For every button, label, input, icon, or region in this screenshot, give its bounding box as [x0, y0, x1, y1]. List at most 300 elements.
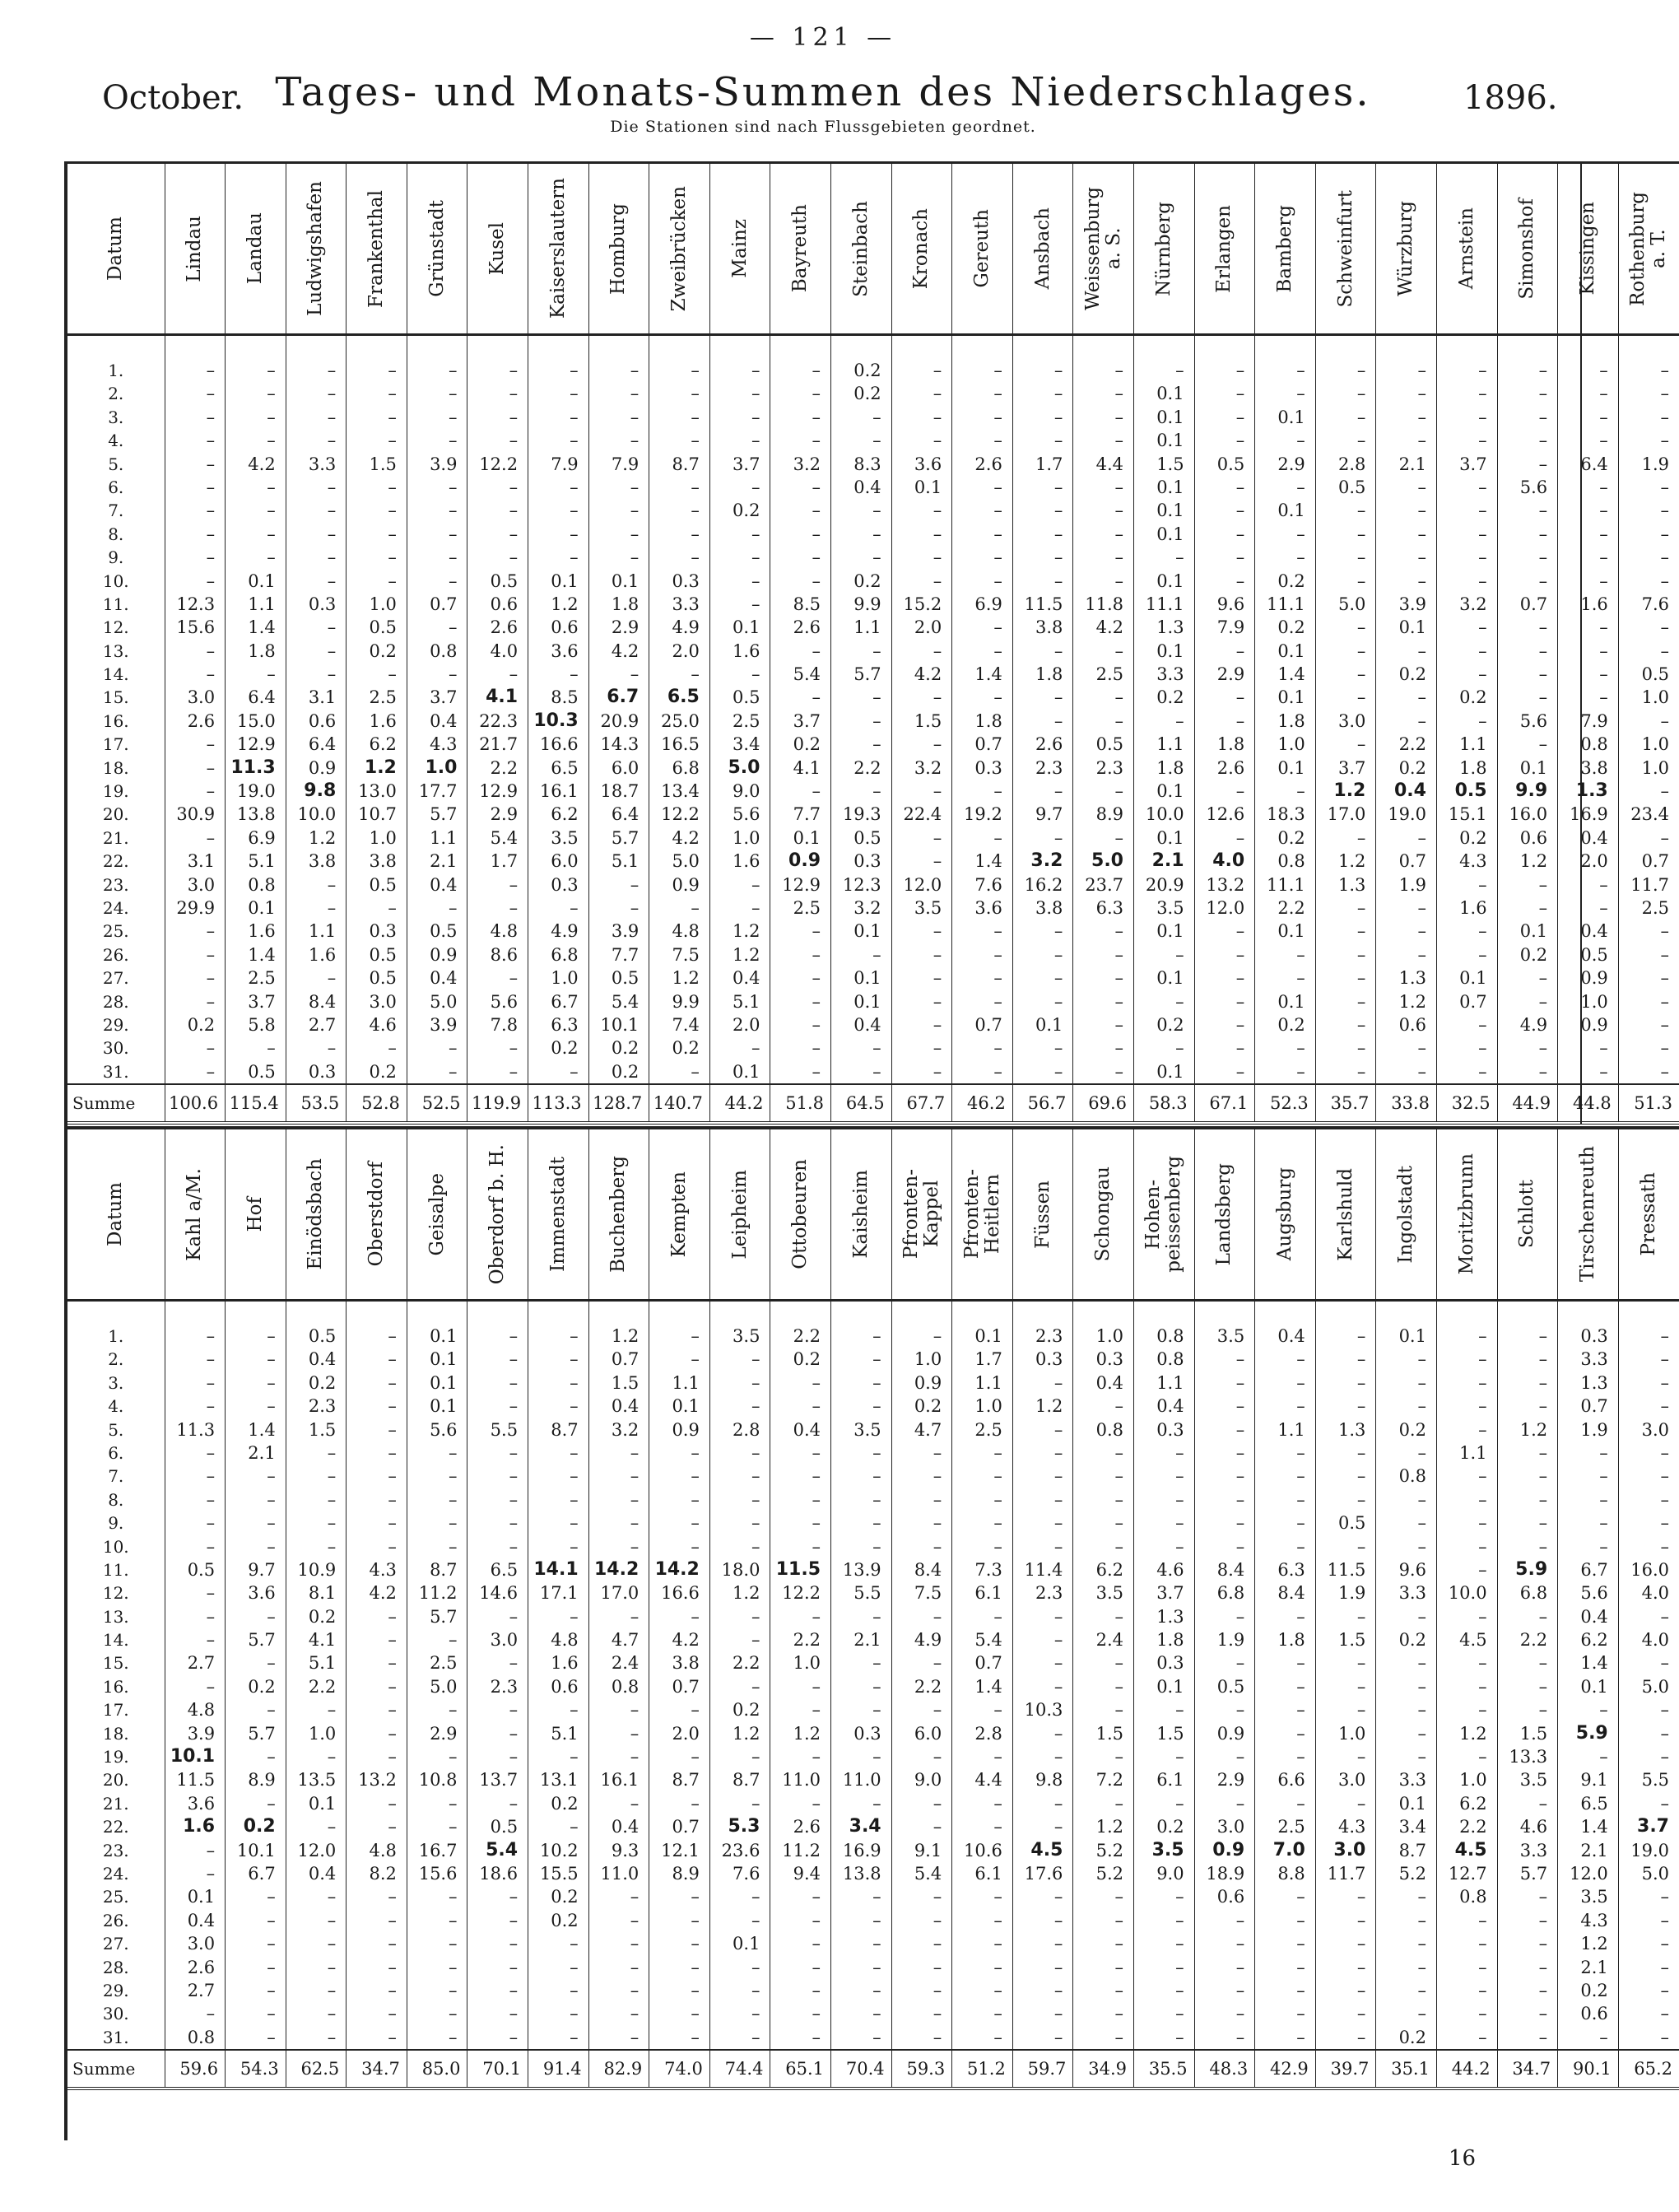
precipitation-value: –	[1114, 1606, 1123, 1627]
precipitation-value: –	[1660, 1466, 1669, 1487]
precipitation-value: –	[1356, 1676, 1366, 1697]
precipitation-value: 2.5	[430, 1653, 458, 1674]
precipitation-table-top	[67, 161, 1679, 1125]
precipitation-value: –	[388, 477, 397, 497]
precipitation-value: –	[267, 1489, 276, 1510]
precipitation-value: 9.8	[304, 780, 337, 802]
station-name: Kronach	[910, 207, 933, 290]
monthly-sum: 115.4	[226, 1084, 286, 1123]
precipitation-value: –	[1356, 1957, 1366, 1977]
precipitation-value: –	[872, 1038, 881, 1059]
precipitation-value: –	[1660, 968, 1669, 989]
precipitation-value: –	[1478, 1934, 1487, 1954]
top-station-column	[407, 335, 467, 1085]
precipitation-value: 2.3	[1035, 757, 1063, 778]
precipitation-value: 1.9	[1580, 1419, 1608, 1440]
precipitation-value: 1.4	[1277, 664, 1305, 685]
station-name: Augsburg	[1273, 1167, 1295, 1261]
precipitation-value: –	[1478, 1396, 1487, 1417]
precipitation-value: –	[206, 2004, 216, 2024]
precipitation-value: 1.8	[248, 640, 276, 661]
precipitation-value: 3.6	[551, 640, 579, 661]
precipitation-value: 0.1	[248, 897, 276, 918]
precipitation-value: 3.8	[1580, 757, 1608, 778]
station-name: Tirschenreuth	[1576, 1146, 1598, 1283]
precipitation-value: –	[1538, 1466, 1548, 1487]
precipitation-value: 11.3	[230, 757, 276, 778]
bottom-station-column	[1497, 1301, 1558, 2051]
precipitation-value: –	[448, 1980, 458, 2000]
precipitation-value: 10.1	[170, 1746, 216, 1767]
precipitation-value: 19.0	[1630, 1840, 1669, 1860]
precipitation-value: 1.8	[1216, 734, 1245, 755]
precipitation-value: –	[812, 1793, 821, 1814]
precipitation-value: 11.8	[1085, 594, 1123, 614]
precipitation-value: 13.7	[479, 1770, 519, 1791]
station-name: Simonshof	[1516, 198, 1538, 300]
precipitation-value: 1.1	[430, 827, 458, 848]
precipitation-value: –	[1417, 944, 1426, 965]
precipitation-value: –	[933, 640, 942, 661]
precipitation-value: –	[1114, 384, 1123, 404]
datum-label: Datum	[105, 216, 127, 282]
precipitation-value: –	[388, 501, 397, 521]
precipitation-value: –	[933, 968, 942, 989]
precipitation-value: 5.7	[853, 664, 881, 685]
precipitation-value: 2.7	[187, 1980, 216, 2000]
precipitation-value: 8.4	[914, 1559, 942, 1580]
precipitation-value: –	[872, 734, 881, 755]
precipitation-value: –	[812, 781, 821, 802]
station-name: Arnstein	[1455, 207, 1477, 290]
top-station-header	[1315, 163, 1376, 335]
precipitation-value: 12.9	[236, 734, 276, 755]
precipitation-value: –	[691, 407, 700, 427]
day-label: 5.	[108, 454, 124, 474]
precipitation-value: 6.7	[607, 687, 640, 708]
precipitation-value: 2.2	[793, 1326, 821, 1346]
precipitation-value: 2.6	[1216, 757, 1245, 778]
precipitation-value: –	[327, 1466, 337, 1487]
page-title: Tages- und Monats-Summen des Niederschlages.	[275, 69, 1371, 115]
bottom-station-header	[1436, 1128, 1497, 1301]
precipitation-value: 1.9	[1216, 1630, 1245, 1651]
precipitation-value: –	[1417, 570, 1426, 591]
precipitation-value: 1.8	[611, 594, 640, 614]
precipitation-value: –	[1660, 827, 1669, 848]
precipitation-value: –	[1053, 1606, 1063, 1627]
precipitation-value: 3.6	[248, 1583, 276, 1604]
precipitation-value: –	[1053, 1513, 1063, 1534]
precipitation-value: –	[630, 1489, 640, 1510]
precipitation-value: –	[872, 1372, 881, 1393]
precipitation-value: 6.4	[1580, 454, 1608, 474]
precipitation-value: –	[751, 1793, 760, 1814]
precipitation-value: –	[1478, 2004, 1487, 2024]
precipitation-value: 6.9	[974, 594, 1002, 614]
precipitation-value: 0.1	[1277, 687, 1305, 708]
day-label: 25.	[102, 921, 129, 942]
precipitation-value: –	[509, 1466, 519, 1487]
precipitation-value: –	[872, 1326, 881, 1346]
precipitation-value: –	[1660, 921, 1669, 942]
precipitation-value: 0.1	[308, 1793, 337, 1814]
precipitation-value: –	[993, 501, 1002, 521]
precipitation-value: 11.1	[1267, 594, 1305, 614]
precipitation-value: 0.2	[1277, 1014, 1305, 1035]
precipitation-value: 0.2	[1398, 757, 1426, 778]
precipitation-value: –	[812, 361, 821, 380]
station-name: Landau	[244, 212, 266, 285]
precipitation-value: 4.8	[551, 1630, 579, 1651]
top-station-column	[1315, 335, 1376, 1085]
precipitation-value: 3.7	[1156, 1583, 1184, 1604]
precipitation-value: –	[1114, 687, 1123, 708]
precipitation-value: 2.2	[914, 1676, 942, 1697]
precipitation-value: –	[1356, 921, 1366, 942]
precipitation-value: –	[993, 921, 1002, 942]
top-station-header	[165, 163, 226, 335]
precipitation-value: –	[509, 1489, 519, 1510]
precipitation-value: –	[812, 1536, 821, 1557]
precipitation-value: 1.2	[1519, 1419, 1548, 1440]
precipitation-value: –	[509, 2004, 519, 2024]
precipitation-value: 11.4	[1024, 1559, 1063, 1580]
precipitation-value: 1.0	[1459, 1770, 1487, 1791]
day-label: 17.	[102, 1700, 129, 1721]
precipitation-value: 3.6	[187, 1793, 216, 1814]
precipitation-value: –	[812, 1396, 821, 1417]
precipitation-value: 5.6	[430, 1419, 458, 1440]
precipitation-value: –	[1599, 1038, 1608, 1059]
precipitation-value: –	[1235, 384, 1245, 404]
precipitation-value: 12.2	[661, 804, 700, 825]
precipitation-value: –	[509, 1957, 519, 1977]
precipitation-value: 3.3	[1398, 1770, 1426, 1791]
precipitation-value: –	[327, 1536, 337, 1557]
precipitation-value: –	[872, 1700, 881, 1721]
precipitation-value: –	[1538, 687, 1548, 708]
precipitation-value: –	[933, 734, 942, 755]
precipitation-value: 2.1	[1151, 850, 1184, 872]
station-name: Hof	[244, 1196, 266, 1232]
precipitation-value: –	[570, 2004, 579, 2024]
precipitation-value: –	[1599, 1489, 1608, 1510]
precipitation-value: –	[1417, 547, 1426, 568]
precipitation-value: –	[267, 1934, 276, 1954]
precipitation-value: –	[448, 1793, 458, 1814]
precipitation-value: –	[388, 1466, 397, 1487]
day-label: 13.	[102, 640, 129, 661]
precipitation-value: 13.2	[1206, 874, 1245, 895]
precipitation-value: –	[1478, 1466, 1487, 1487]
precipitation-value: –	[1114, 570, 1123, 591]
precipitation-value: 4.2	[611, 640, 640, 661]
top-station-header	[891, 163, 952, 335]
precipitation-value: 13.8	[842, 1863, 881, 1884]
precipitation-value: –	[388, 1372, 397, 1393]
precipitation-value: 0.2	[248, 1676, 276, 1697]
precipitation-table-bottom	[67, 1126, 1679, 2090]
precipitation-value: 0.1	[551, 570, 579, 591]
monthly-sum: 91.4	[528, 2050, 589, 2089]
monthly-sum: 51.2	[952, 2050, 1013, 2089]
precipitation-value: 2.9	[1216, 1770, 1245, 1791]
precipitation-value: –	[206, 827, 216, 848]
precipitation-value: –	[1356, 1014, 1366, 1035]
precipitation-value: –	[267, 1536, 276, 1557]
precipitation-value: 6.9	[248, 827, 276, 848]
precipitation-value: –	[993, 944, 1002, 965]
precipitation-value: 5.5	[1641, 1770, 1669, 1791]
precipitation-value: –	[1417, 407, 1426, 427]
precipitation-value: 1.0	[1337, 1723, 1366, 1744]
precipitation-value: 3.7	[430, 687, 458, 708]
precipitation-value: 2.3	[1035, 1583, 1063, 1604]
precipitation-value: –	[993, 991, 1002, 1012]
precipitation-value: –	[1599, 384, 1608, 404]
precipitation-value: –	[206, 1583, 216, 1604]
precipitation-value: –	[1114, 991, 1123, 1012]
precipitation-value: 0.5	[611, 968, 640, 989]
precipitation-value: –	[1538, 664, 1548, 685]
precipitation-value: –	[267, 1326, 276, 1346]
precipitation-value: –	[1478, 1910, 1487, 1930]
precipitation-value: –	[206, 501, 216, 521]
precipitation-value: 22.3	[479, 710, 519, 731]
precipitation-value: 1.6	[551, 1653, 579, 1674]
precipitation-value: 0.8	[248, 874, 276, 895]
precipitation-value: –	[509, 524, 519, 544]
precipitation-value: 0.5	[187, 1559, 216, 1580]
precipitation-value: 1.0	[551, 968, 579, 989]
precipitation-value: –	[1053, 921, 1063, 942]
precipitation-value: –	[570, 1957, 579, 1977]
precipitation-value: –	[1235, 991, 1245, 1012]
precipitation-value: 0.4	[430, 710, 458, 731]
precipitation-value: 5.2	[1095, 1863, 1123, 1884]
day-label: 26.	[102, 1910, 129, 1930]
precipitation-value: 0.3	[672, 570, 700, 591]
precipitation-value: 7.7	[793, 804, 821, 825]
precipitation-value: 0.4	[853, 1014, 881, 1035]
precipitation-value: –	[933, 1700, 942, 1721]
precipitation-value: –	[1538, 1957, 1548, 1977]
precipitation-value: 0.1	[430, 1372, 458, 1393]
precipitation-value: –	[751, 1466, 760, 1487]
precipitation-value: –	[1417, 384, 1426, 404]
precipitation-value: –	[267, 1466, 276, 1487]
day-label: 24.	[102, 1863, 129, 1884]
precipitation-value: 5.7	[430, 804, 458, 825]
bottom-station-column	[831, 1301, 892, 2051]
precipitation-value: 0.7	[1459, 991, 1487, 1012]
day-label: 20.	[102, 1770, 129, 1791]
precipitation-value: –	[1114, 1887, 1123, 1907]
precipitation-value: –	[327, 617, 337, 638]
precipitation-value: 12.0	[1206, 897, 1245, 918]
precipitation-value: –	[388, 1817, 397, 1837]
precipitation-value: –	[1356, 570, 1366, 591]
precipitation-value: 5.7	[248, 1630, 276, 1651]
precipitation-value: 7.5	[914, 1583, 942, 1604]
precipitation-value: –	[1356, 1793, 1366, 1814]
precipitation-value: 4.3	[1580, 1910, 1608, 1930]
precipitation-value: –	[630, 664, 640, 685]
precipitation-value: 0.4	[430, 874, 458, 895]
monthly-sum: 70.1	[467, 2050, 528, 2089]
precipitation-value: –	[1478, 1536, 1487, 1557]
precipitation-value: 2.6	[187, 710, 216, 731]
precipitation-value: –	[691, 1326, 700, 1346]
monthly-sum: 67.7	[891, 1084, 952, 1123]
precipitation-value: 0.7	[974, 1653, 1002, 1674]
precipitation-value: 0.3	[308, 1061, 337, 1082]
monthly-sum: 58.3	[1134, 1084, 1195, 1123]
precipitation-value: –	[993, 1513, 1002, 1534]
precipitation-value: 0.2	[369, 1061, 397, 1082]
precipitation-value: –	[448, 1061, 458, 1082]
precipitation-value: 19.3	[842, 804, 881, 825]
precipitation-value: 0.6	[1398, 1014, 1426, 1035]
precipitation-value: 5.4	[611, 991, 640, 1012]
precipitation-value: –	[1660, 570, 1669, 591]
monthly-sum: 65.1	[770, 2050, 831, 2089]
precipitation-value: –	[1114, 1653, 1123, 1674]
precipitation-value: 2.5	[248, 968, 276, 989]
precipitation-value: 16.6	[539, 734, 579, 755]
precipitation-value: –	[1417, 1980, 1426, 2000]
precipitation-value: –	[1235, 710, 1245, 731]
precipitation-value: –	[1660, 1061, 1669, 1082]
precipitation-value: –	[933, 851, 942, 872]
precipitation-value: –	[1114, 1747, 1123, 1767]
precipitation-value: 5.4	[490, 827, 519, 848]
precipitation-value: 1.0	[793, 1653, 821, 1674]
precipitation-value: –	[1175, 2027, 1184, 2047]
top-station-column	[1558, 335, 1619, 1085]
precipitation-value: 4.2	[672, 1630, 700, 1651]
precipitation-value: 0.2	[611, 1038, 640, 1059]
precipitation-value: 8.4	[1277, 1583, 1305, 1604]
precipitation-value: –	[1660, 1442, 1669, 1463]
day-label: 14.	[102, 664, 129, 685]
precipitation-value: –	[1417, 1910, 1426, 1930]
precipitation-value: –	[691, 1887, 700, 1907]
precipitation-value: 3.2	[793, 454, 821, 474]
monthly-sum: 34.7	[1497, 2050, 1558, 2089]
station-name: Ansbach	[1031, 207, 1053, 290]
station-name: Ludwigshafen	[305, 181, 327, 316]
precipitation-value: 0.8	[1398, 1466, 1426, 1487]
bottom-station-header	[165, 1128, 226, 1301]
precipitation-value: –	[1417, 1887, 1426, 1907]
precipitation-value: –	[1660, 1887, 1669, 1907]
precipitation-value: –	[1417, 1957, 1426, 1977]
precipitation-value: 0.7	[672, 1817, 700, 1837]
precipitation-value: –	[570, 1466, 579, 1487]
precipitation-value: –	[993, 1536, 1002, 1557]
precipitation-value: –	[1417, 687, 1426, 708]
precipitation-value: –	[1417, 1489, 1426, 1510]
precipitation-value: 5.2	[1398, 1863, 1426, 1884]
precipitation-value: 5.8	[248, 1014, 276, 1035]
precipitation-value: –	[1660, 1349, 1669, 1370]
precipitation-value: 1.7	[974, 1349, 1002, 1370]
precipitation-value: –	[448, 547, 458, 568]
precipitation-value: –	[1296, 1723, 1305, 1744]
bottom-station-header	[346, 1128, 407, 1301]
precipitation-value: –	[448, 1513, 458, 1534]
precipitation-value: –	[570, 664, 579, 685]
precipitation-value: –	[1660, 361, 1669, 380]
day-label: 9.	[108, 547, 124, 568]
precipitation-value: 11.7	[1327, 1863, 1366, 1884]
precipitation-value: 3.5	[853, 1419, 881, 1440]
precipitation-value: 0.1	[1156, 524, 1184, 544]
top-station-header	[770, 163, 831, 335]
precipitation-value: 12.7	[1448, 1863, 1487, 1884]
precipitation-value: 0.8	[1277, 851, 1305, 872]
precipitation-value: –	[448, 431, 458, 451]
precipitation-value: –	[691, 1934, 700, 1954]
precipitation-value: 4.3	[1459, 851, 1487, 872]
precipitation-value: 0.2	[793, 734, 821, 755]
precipitation-value: 2.5	[1641, 897, 1669, 918]
precipitation-value: –	[509, 664, 519, 685]
precipitation-value: 1.6	[183, 1816, 216, 1837]
precipitation-value: 3.3	[308, 454, 337, 474]
precipitation-value: –	[1296, 384, 1305, 404]
precipitation-value: –	[206, 454, 216, 474]
precipitation-value: –	[1296, 431, 1305, 451]
top-station-column	[891, 335, 952, 1085]
precipitation-value: 7.8	[490, 1014, 519, 1035]
bottom-station-column	[1012, 1301, 1073, 2051]
precipitation-value: –	[1538, 384, 1548, 404]
bottom-station-header	[831, 1128, 892, 1301]
precipitation-value: –	[1296, 361, 1305, 380]
precipitation-value: –	[691, 361, 700, 380]
precipitation-value: 4.6	[1156, 1559, 1184, 1580]
precipitation-value: –	[509, 361, 519, 380]
precipitation-value: 5.3	[728, 1816, 760, 1837]
precipitation-value: 5.9	[1515, 1558, 1548, 1580]
precipitation-value: 0.2	[672, 1038, 700, 1059]
precipitation-value: 0.1	[1156, 827, 1184, 848]
precipitation-value: –	[812, 1014, 821, 1035]
top-station-column	[467, 335, 528, 1085]
top-station-header	[952, 163, 1013, 335]
precipitation-value: 1.3	[1575, 780, 1608, 802]
precipitation-value: –	[691, 1793, 700, 1814]
precipitation-value: –	[872, 2004, 881, 2024]
precipitation-value: –	[1478, 710, 1487, 731]
precipitation-value: –	[812, 1489, 821, 1510]
top-station-column	[831, 335, 892, 1085]
precipitation-value: –	[1478, 1747, 1487, 1767]
precipitation-value: –	[1356, 1980, 1366, 2000]
precipitation-value: 1.2	[1519, 851, 1548, 872]
precipitation-value: 6.1	[974, 1583, 1002, 1604]
precipitation-value: –	[812, 570, 821, 591]
precipitation-value: –	[1417, 1372, 1426, 1393]
precipitation-value: –	[327, 1747, 337, 1767]
precipitation-value: –	[1660, 1014, 1669, 1035]
precipitation-value: 0.1	[1156, 570, 1184, 591]
precipitation-value: –	[1660, 1038, 1669, 1059]
precipitation-value: 20.9	[600, 710, 640, 731]
